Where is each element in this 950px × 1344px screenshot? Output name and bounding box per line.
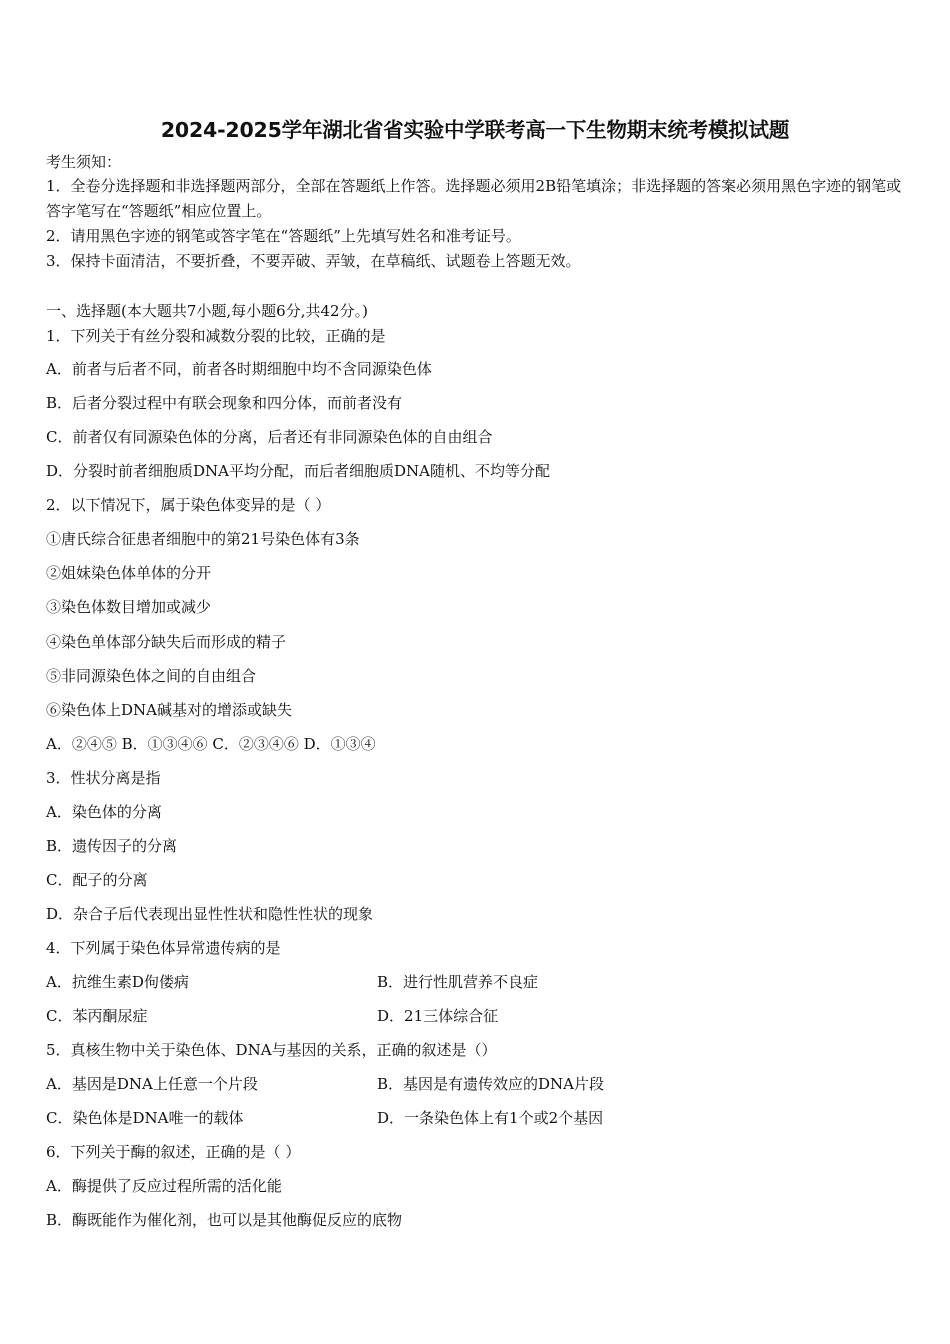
question-4-stem: 4．下列属于染色体异常遗传病的是 [46, 939, 281, 957]
notice-item-2: 2．请用黑色字迹的钢笔或答字笔在“答题纸”上先填写姓名和准考证号。 [46, 227, 521, 245]
question-3-option-a[interactable]: A．染色体的分离 [46, 803, 162, 821]
question-2-item-1: ①唐氏综合征患者细胞中的第21号染色体有3条 [46, 530, 360, 548]
section-heading: 一、选择题(本大题共7小题,每小题6分,共42分。) [46, 302, 368, 320]
question-3-option-d[interactable]: D．杂合子后代表现出显性性状和隐性性状的现象 [46, 905, 374, 923]
question-5-stem: 5．真核生物中关于染色体、DNA与基因的关系，正确的叙述是（） [46, 1041, 497, 1059]
question-4-option-d[interactable]: D．21三体综合征 [377, 1007, 499, 1025]
question-2-item-5: ⑤非同源染色体之间的自由组合 [46, 667, 257, 685]
question-2-item-2: ②姐妹染色体单体的分开 [46, 564, 212, 582]
question-1-option-c[interactable]: C．前者仅有同源染色体的分离，后者还有非同源染色体的自由组合 [46, 428, 493, 446]
question-1-option-a[interactable]: A．前者与后者不同，前者各时期细胞中均不含同源染色体 [46, 360, 432, 378]
question-3-option-b[interactable]: B．遗传因子的分离 [46, 837, 178, 855]
question-4-option-c[interactable]: C．苯丙酮尿症 [46, 1007, 148, 1025]
question-6-option-b[interactable]: B．酶既能作为催化剂，也可以是其他酶促反应的底物 [46, 1211, 403, 1229]
question-5-option-b[interactable]: B．基因是有遗传效应的DNA片段 [377, 1075, 605, 1093]
question-1-option-d[interactable]: D．分裂时前者细胞质DNA平均分配，而后者细胞质DNA随机、不均等分配 [46, 462, 550, 480]
question-2-item-4: ④染色单体部分缺失后而形成的精子 [46, 633, 287, 651]
question-6-stem: 6．下列关于酶的叙述，正确的是（ ） [46, 1143, 301, 1161]
question-3-stem: 3．性状分离是指 [46, 769, 161, 787]
notice-item-3: 3．保持卡面清洁，不要折叠，不要弄破、弄皱，在草稿纸、试题卷上答题无效。 [46, 252, 581, 270]
notice-item-1: 1．全卷分选择题和非选择题两部分，全部在答题纸上作答。选择题必须用2B铅笔填涂；非选择题的答案必须用黑色字迹的钢笔或答字笔写在“答题纸”相应位置上。 [46, 177, 902, 220]
question-6-option-a[interactable]: A．酶提供了反应过程所需的活化能 [46, 1177, 282, 1195]
question-5-option-d[interactable]: D．一条染色体上有1个或2个基因 [377, 1109, 604, 1127]
question-1-stem: 1．下列关于有丝分裂和减数分裂的比较，正确的是 [46, 327, 386, 345]
question-4-option-b[interactable]: B．进行性肌营养不良症 [377, 973, 539, 991]
question-3-option-c[interactable]: C．配子的分离 [46, 871, 148, 889]
question-1-option-b[interactable]: B．后者分裂过程中有联会现象和四分体，而前者没有 [46, 394, 403, 412]
question-2-item-6: ⑥染色体上DNA碱基对的增添或缺失 [46, 701, 292, 719]
question-2-item-3: ③染色体数目增加或减少 [46, 598, 212, 616]
question-4-option-a[interactable]: A．抗维生素D佝偻病 [46, 973, 189, 991]
question-5-option-c[interactable]: C．染色体是DNA唯一的载体 [46, 1109, 244, 1127]
exam-title: 2024-2025学年湖北省省实验中学联考高一下生物期末统考模拟试题 [160, 118, 790, 142]
question-5-option-a[interactable]: A．基因是DNA上任意一个片段 [46, 1075, 258, 1093]
question-2-options[interactable]: A．②④⑤ B．①③④⑥ C．②③④⑥ D．①③④ [46, 735, 376, 753]
question-2-stem: 2．以下情况下，属于染色体变异的是（ ） [46, 496, 331, 514]
notice-heading: 考生须知： [46, 153, 122, 171]
